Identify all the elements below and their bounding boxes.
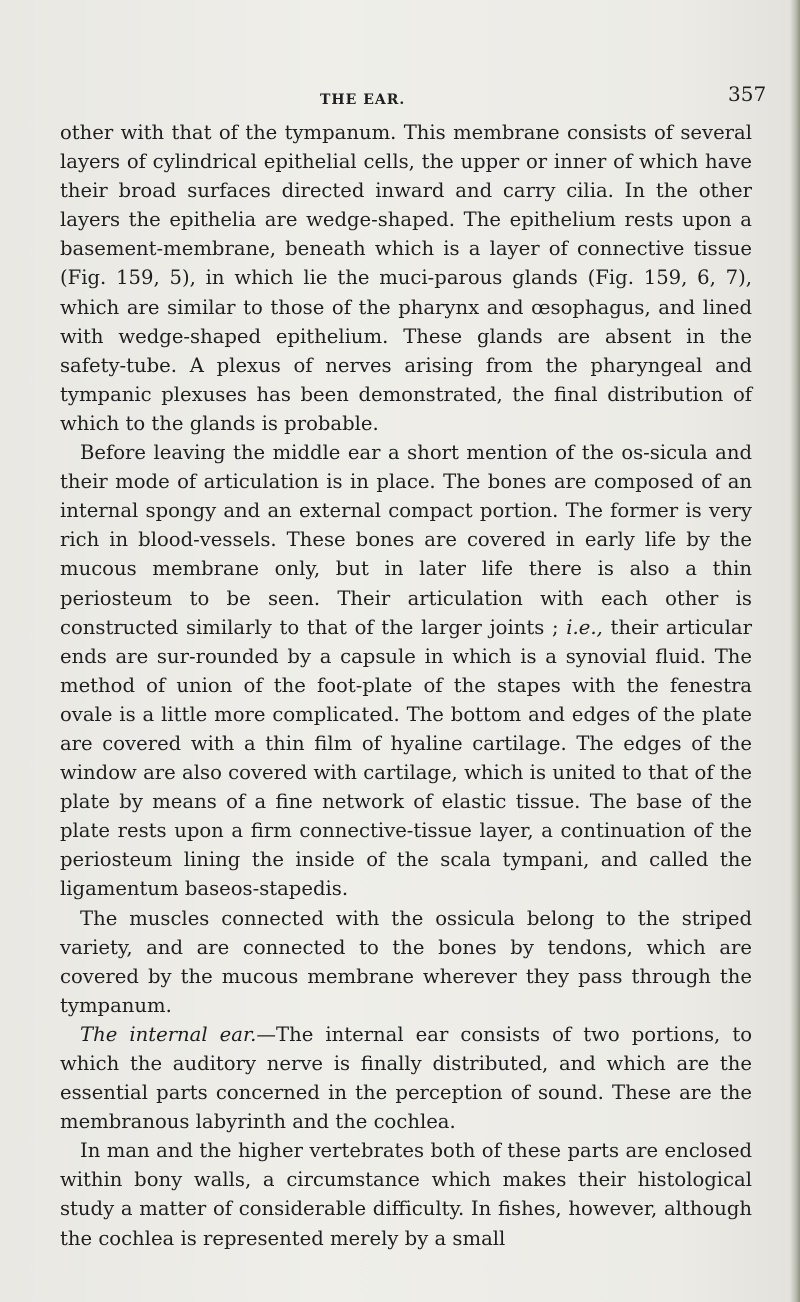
paragraph-1: other with that of the tympanum. This membrane consists of several layers of cylindrical epithelial cells, the upper or inner of which have their broad surfaces directed inward and carry cilia. In the other layers the epithelia are wedge-shaped. The epithelium rests upon a basement-membrane, beneath which is a layer of connective tissue (Fig. 159, 5), in which lie the muci-parous glands (Fig. 159, 6, 7), which are similar to those of the pharynx and œsophagus, and lined with wedge-shaped epithelium. These glands are absent in the safety-tube. A plexus of nerves arising from the pharyngeal and tympanic plexuses has been demonstrated, the final distribution of which to the glands is probable. xyxy=(60,121,752,435)
paragraph-2-ie: i.e., xyxy=(566,615,603,639)
running-title: THE EAR. xyxy=(320,92,406,108)
paragraph-3: The muscles connected with the ossicula belong to the striped variety, and are connected to the bones by tendons, which are covered by the mucous membrane wherever they pass through the tympanum. xyxy=(60,906,752,1017)
paragraph-4-text: —The internal ear consists of two portions, to which the auditory nerve is finally distributed, and which are the essential parts concerned in the perception of sound. These are the membranous labyrinth and the cochlea. xyxy=(60,1022,752,1134)
page-edge-shadow xyxy=(790,0,800,1302)
paragraph-2 xyxy=(60,438,752,904)
paragraph-4 xyxy=(60,1020,752,1136)
section-heading-internal-ear: The internal ear. xyxy=(80,1022,257,1046)
paragraph-2-part-2: their articular ends are sur-rounded by a capsule in which is a synovial fluid. The method of union of the foot-plate of the stapes with the fenestra ovale is a little more complicated. The bottom and edges of the plate are covered with a thin film of hyaline cartilage. The edges of the window are also covered with cartilage, which is united to that of the plate by means of a fine network of elastic tissue. The base of the plate rests upon a firm connective-tissue layer, a continuation of the periosteum lining the inside of the scala tympani, and called the ligamentum baseos-stapedis. xyxy=(60,615,752,901)
running-head xyxy=(0,82,800,118)
paragraph-5: In man and the higher vertebrates both of these parts are enclosed within bony walls, a circumstance which makes their histological study a matter of considerable difficulty. In fishes, however, although the cochlea is represented merely by a small xyxy=(60,1139,752,1250)
body-text xyxy=(60,118,752,1253)
page-number: 357 xyxy=(728,82,767,106)
paragraph-2-part-1: Before leaving the middle ear a short mention of the os-sicula and their mode of articulation is in place. The bones are composed of an internal spongy and an external compact portion. The former is very rich in blood-vessels. These bones are covered in early life by the mucous membrane only, but in later life there is also a thin periosteum to be seen. Their articulation with each other is constructed similarly to that of the larger joints ; xyxy=(60,441,752,639)
